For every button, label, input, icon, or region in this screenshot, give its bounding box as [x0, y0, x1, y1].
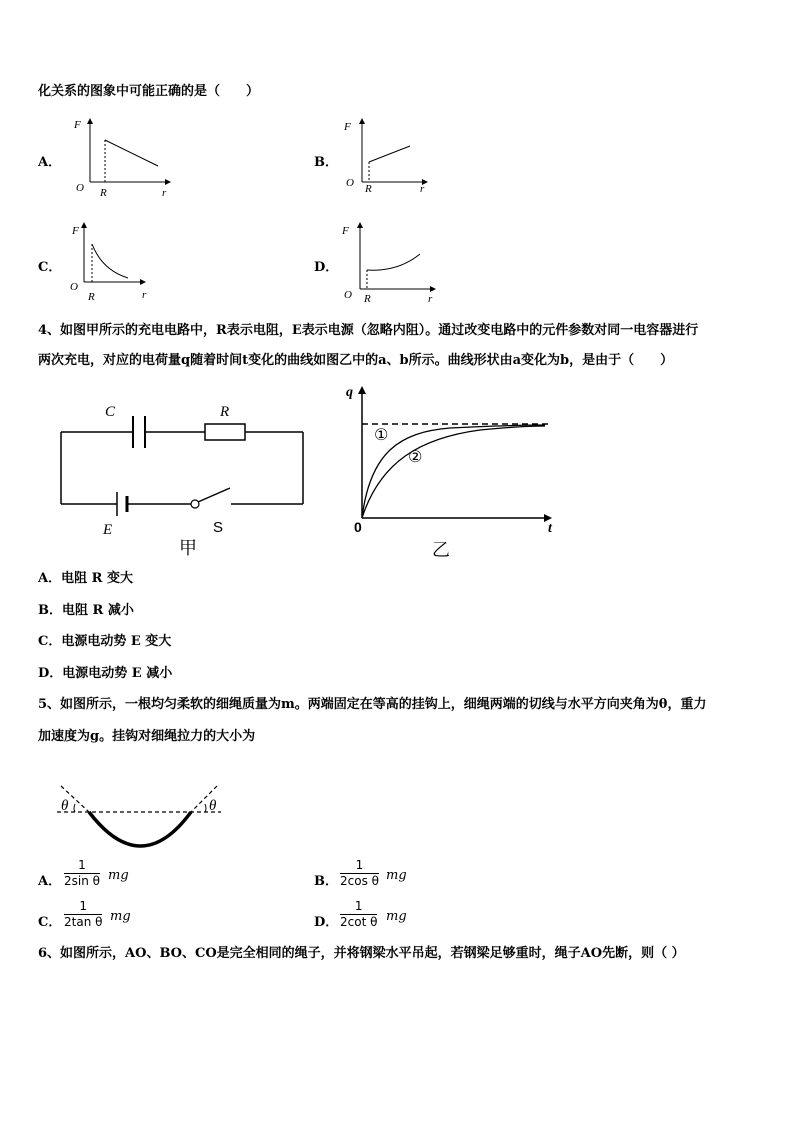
- emf-label: E: [103, 522, 113, 538]
- q5-option-d-label: D．: [314, 915, 339, 930]
- switch-lever: [198, 488, 230, 502]
- q3-option-b-label: B．: [314, 155, 338, 170]
- rope: [89, 812, 191, 846]
- circuit-caption: 甲: [179, 538, 197, 559]
- r-mark-label: R: [100, 187, 107, 199]
- q4-line-2: 两次充电，对应的电荷量q随着时间t变化的曲线如图乙中的a、b所示。曲线形状由a变化为b，是由于（ ）: [38, 353, 674, 368]
- q6-line-1: 6、如图所示，AO、BO、CO是完全相同的绳子，并将钢梁水平吊起，若钢梁足够重时，绳子AO先断，则（ ）: [38, 946, 685, 961]
- origin-label: O: [346, 177, 354, 189]
- q5-option-a-label: A．: [38, 874, 62, 889]
- q5-option-c-label: C．: [38, 915, 62, 930]
- q3-option-a-label: A．: [38, 155, 62, 170]
- q5-option-d-mg: mg: [386, 909, 407, 924]
- q4-option-a: A．电阻 R 变大: [38, 571, 133, 586]
- q5-option-b-label: B．: [314, 874, 338, 889]
- curve-2: [362, 426, 545, 518]
- left-angle-label: θ: [61, 798, 69, 814]
- q5-option-c-mg: mg: [110, 909, 131, 924]
- q5-option-d-fraction: [340, 899, 377, 930]
- axis-x-label: r: [420, 183, 425, 195]
- q3-graph-a: [70, 118, 175, 198]
- axis-q-label: q: [346, 385, 353, 400]
- q5-option-a-fraction: [64, 858, 100, 889]
- origin-label: O: [70, 281, 78, 293]
- q4-charge-graph: [340, 382, 560, 562]
- curve-1: [362, 425, 545, 518]
- axis-x-label: r: [428, 293, 433, 305]
- fraction-numerator: 1: [340, 858, 379, 874]
- r-mark-label: R: [365, 183, 372, 195]
- right-angle-label: θ: [209, 798, 217, 814]
- fraction-numerator: 1: [64, 858, 100, 874]
- q5-line-1: 5、如图所示，一根均匀柔软的细绳质量为m。两端固定在等高的挂钩上，细绳两端的切线与水平方向夹角为θ，重力: [38, 697, 707, 712]
- axis-y-label: F: [72, 225, 79, 237]
- axis-y-label: F: [342, 225, 349, 237]
- axis-t-label: t: [548, 521, 552, 536]
- fraction-denominator: 2sin θ: [64, 874, 100, 888]
- q3-graph-d: [340, 222, 450, 305]
- graph-caption: 乙: [432, 540, 450, 561]
- capacitor-label: C: [105, 404, 116, 420]
- fraction-denominator: 2tan θ: [64, 915, 103, 929]
- q4-line-1: 4、如图甲所示的充电电路中，R表示电阻，E表示电源（忽略内阻）。通过改变电路中的元件参数对同一电容器进行: [38, 323, 699, 338]
- switch-label: S: [213, 519, 224, 536]
- switch-pivot: [191, 500, 199, 508]
- fraction-numerator: 1: [340, 899, 377, 915]
- q5-line-2: 加速度为g。挂钩对细绳拉力的大小为: [38, 729, 256, 744]
- fraction-numerator: 1: [64, 899, 102, 915]
- q3-graph-b: [342, 118, 447, 198]
- origin-label: 0: [354, 519, 362, 535]
- resistor-label: R: [220, 404, 230, 420]
- axis-y-label: F: [74, 119, 81, 131]
- q4-option-c: C．电源电动势 E 变大: [38, 634, 172, 649]
- q5-option-b-fraction: [340, 858, 379, 889]
- q3-option-c-label: C．: [38, 260, 62, 275]
- fraction-denominator: 2cos θ: [340, 874, 379, 888]
- q4-option-b: B．电阻 R 减小: [38, 603, 134, 618]
- q3-option-d-label: D．: [314, 260, 339, 275]
- axis-x-label: r: [162, 187, 167, 199]
- q4-option-d: D．电源电动势 E 减小: [38, 666, 173, 681]
- origin-label: O: [344, 289, 352, 301]
- fraction-denominator: 2cot θ: [340, 915, 378, 929]
- curve-2-label: ②: [408, 447, 423, 466]
- q5-option-a-mg: mg: [108, 868, 129, 883]
- q3-graph-c: [68, 222, 158, 302]
- q5-option-b-mg: mg: [386, 868, 407, 883]
- origin-label: O: [76, 182, 84, 194]
- r-mark-label: R: [88, 291, 95, 303]
- q5-rope-diagram: [55, 776, 235, 852]
- resistor-symbol: [205, 424, 245, 440]
- q4-circuit-diagram: [55, 398, 315, 560]
- q3-stem-tail: 化关系的图象中可能正确的是（ ）: [38, 84, 260, 99]
- axis-x-label: r: [142, 289, 147, 301]
- axis-y-label: F: [344, 121, 351, 133]
- r-mark-label: R: [364, 293, 371, 305]
- q5-option-c-fraction: [64, 899, 102, 930]
- curve-1-label: ①: [374, 425, 389, 444]
